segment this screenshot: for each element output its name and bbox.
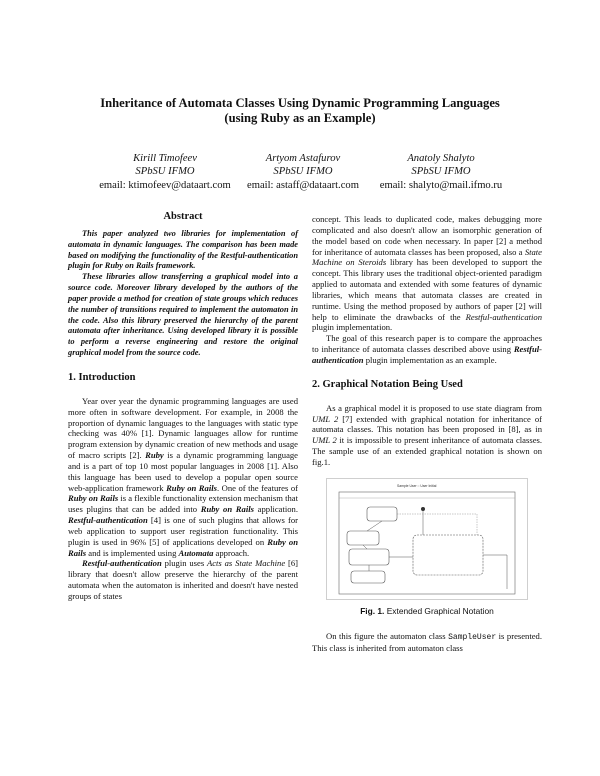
figure-1-caption: Fig. 1. Extended Graphical Notation (360, 605, 494, 616)
figure-1-diagram (326, 478, 528, 600)
abstract-paragraph-1: This paper analyzed two libraries for implementation of automata in dynamic languages. The comparison has been made based on modifying the functionality of the Restful-authentication plugin for Ruby on Rails framework. (68, 228, 298, 271)
state-box (367, 507, 397, 521)
right-paragraph-2: The goal of this research paper is to compare the approaches to inheritance of automata classes described above using Restful-authentication plugin implementation as an example. (312, 333, 542, 365)
right-paragraph-4: On this figure the automaton class SampleUser is presented. This class is inherited from automaton class (312, 630, 542, 654)
transition (363, 545, 367, 549)
intro-paragraph-2: Restful-authentication plugin uses Acts as State Machine [6] library that doesn't allow preserve the hierarchy of the parent automata when the automaton is inherited and doesn't have nested groups of states (68, 558, 298, 601)
intro-paragraph-1: Year over year the dynamic programming languages are used more often in software development. For example, in 2008 the proportion of dynamic languages to the languages with static type checking was 40% [1]. Dynamic languages allow for runtime program extension by dynamic creation of new methods and usage of macro scripts [2]. Ruby is a dynamic programming language and is a part of top 10 most popular languages in 2008 [1]. Also this language has been used to develop a popular open source web-application framework Ruby on Rails. One of the features of Ruby on Rails is a flexible functionality extension mechanism that uses plugins that can be added into Ruby on Rails application. Restful-authentication [4] is one of such plugins that allows for web application to support user registration functionality. This plugin is used in 96% [5] of applications developed on Ruby on Rails and is implemented using Automata approach. (68, 395, 298, 558)
author-email: email: shalyto@mail.ifmo.ru (379, 179, 503, 191)
left-column (68, 212, 298, 602)
section-1-heading: 1. Introduction (68, 371, 136, 383)
title-line-2: (using Ruby as an Example) (224, 111, 376, 125)
state-diagram (327, 479, 527, 599)
author-3 (351, 152, 531, 192)
state-box (347, 531, 379, 545)
transition (367, 521, 382, 531)
state-group (413, 535, 483, 575)
right-paragraph-3: As a graphical model it is proposed to use state diagram from UML 2 [7] extended with graphical notation for inheritance of automata classes. This notation has been proposed in [8], as in UML 2 it is impossible to present inheritance of automata classes. The sample use of an extended graphical notation is shown on fig.1. (312, 402, 542, 467)
outer-class-frame (339, 492, 515, 594)
author-name: Kirill Timofeev (133, 153, 197, 164)
diagram-header: Sample User :: User Initial (397, 483, 437, 488)
state-box (351, 571, 385, 583)
right-column (312, 214, 542, 654)
title-line-1: Inheritance of Automata Classes Using Dynamic Programming Languages (100, 96, 500, 110)
paper-title (40, 96, 560, 126)
author-email: email: astaff@dataart.com (247, 179, 359, 191)
author-email: email: ktimofeev@dataart.com (99, 179, 231, 191)
author-affiliation: SPbSU IFMO (273, 166, 333, 178)
abstract-paragraph-2: These libraries allow transferring a graphical model into a source code. Moreover library developed by the authors of the paper provide a method for creation of state groups which reduces the number of transitions required to implement the automaton in the code. Also this library preserved the hierarchy of the parent automata after inheritance. Using developed library it is possible to perform a reverse engineering and restore the original graphical model from the source code. (68, 272, 298, 358)
right-paragraph-1: concept. This leads to duplicated code, makes debugging more complicated and also doesn't allow an isomorphic generation of the model based on code when necessary. In paper [2] a method for inheritance of automata classes has been proposed, also a State Machine on Steroids library has been developed to support the concept. This library uses the traditional object-oriented paradigm applied to automata and extended with some features of dynamic libraries, which means that automata classes are created in runtime. Using the method proposed by authors of paper [2] will help to eliminate the drawbacks of the Restful-authentication plugin implementation. (312, 214, 542, 333)
author-affiliation: SPbSU IFMO (135, 166, 195, 178)
initial-state (421, 507, 425, 511)
state-box (349, 549, 389, 565)
author-affiliation: SPbSU IFMO (411, 166, 471, 178)
abstract-heading: Abstract (163, 211, 203, 222)
author-name: Artyom Astafurov (265, 153, 341, 164)
author-name: Anatoly Shalyto (407, 153, 475, 164)
abstract-body (68, 229, 298, 359)
section-2-heading: 2. Graphical Notation Being Used (312, 378, 463, 390)
